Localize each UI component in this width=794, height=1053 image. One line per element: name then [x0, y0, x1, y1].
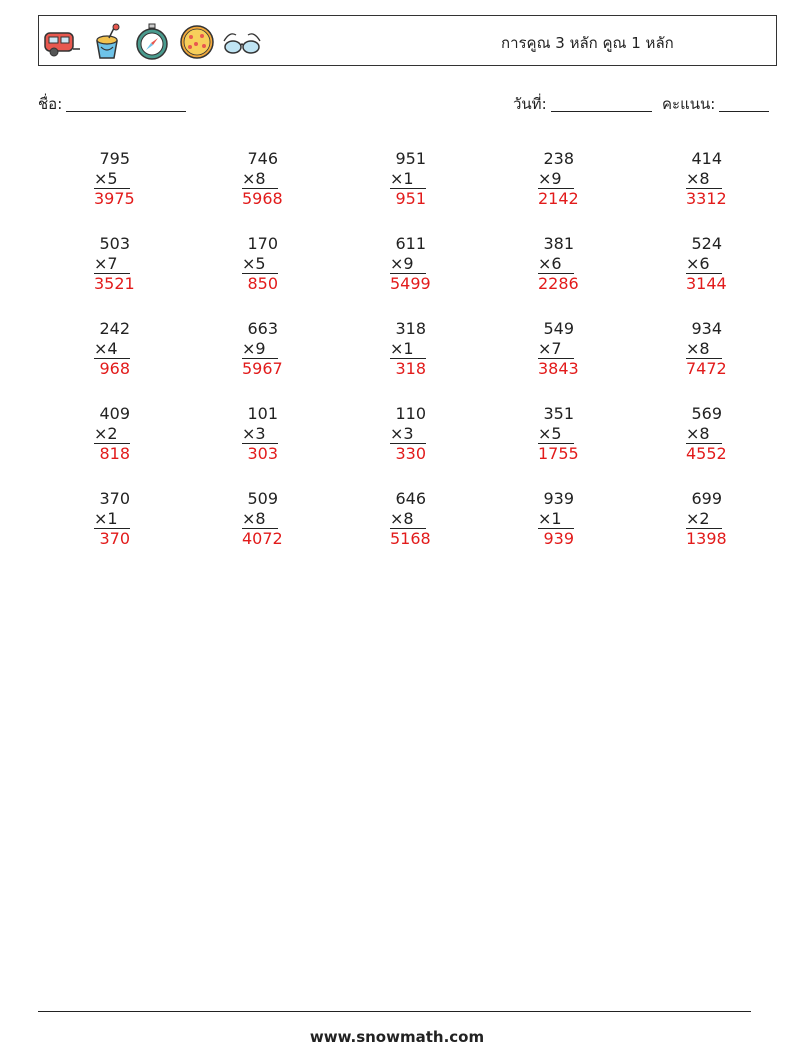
problem-11: [94, 319, 130, 379]
multiplier: ×7: [538, 338, 562, 358]
multiplicand: 503: [99, 234, 130, 253]
multiplicand: 569: [691, 404, 722, 423]
problem-23: [390, 489, 431, 549]
multiplicand: 746: [247, 149, 278, 168]
problem-6: [94, 234, 135, 294]
problem-3: [390, 149, 426, 209]
multiplicand: 549: [543, 319, 574, 338]
problem-7: [242, 234, 278, 294]
multiplicand: 795: [99, 149, 130, 168]
answer: 5967: [242, 359, 283, 378]
answer: 3975: [94, 189, 135, 208]
multiplicand: 409: [99, 404, 130, 423]
multiplier: ×6: [538, 253, 562, 273]
name-blank[interactable]: [66, 95, 186, 112]
problem-16: [94, 404, 130, 464]
worksheet-title: การคูณ 3 หลัก คูณ 1 หลัก: [501, 34, 674, 52]
problem-10: [686, 234, 727, 294]
multiplier: ×5: [94, 168, 118, 188]
multiplicand: 101: [247, 404, 278, 423]
name-field: [38, 92, 186, 116]
multiplier: ×8: [242, 508, 266, 528]
problem-2: [242, 149, 283, 209]
multiplicand: 238: [543, 149, 574, 168]
multiplicand: 509: [247, 489, 278, 508]
answer: 4552: [686, 444, 727, 463]
multiplicand: 110: [395, 404, 426, 423]
date-label: วันที่:: [513, 95, 547, 113]
multiplier: ×6: [686, 253, 710, 273]
footer-divider: [38, 1011, 751, 1012]
multiplier: ×7: [94, 253, 118, 273]
score-blank[interactable]: [719, 95, 769, 112]
score-label: คะแนน:: [662, 95, 716, 113]
multiplicand: 351: [543, 404, 574, 423]
camper-van-icon: [42, 23, 82, 61]
multiplicand: 318: [395, 319, 426, 338]
problem-5: [686, 149, 727, 209]
answer: 370: [94, 528, 130, 549]
answer: 1755: [538, 444, 579, 463]
name-label: ชื่อ:: [38, 95, 63, 113]
problem-14: [538, 319, 579, 379]
problem-24: [538, 489, 574, 549]
multiplier: ×2: [94, 423, 118, 443]
problem-17: [242, 404, 278, 464]
answer: 2142: [538, 189, 579, 208]
date-blank[interactable]: [551, 95, 652, 112]
multiplier: ×8: [686, 168, 710, 188]
multiplier: ×5: [242, 253, 266, 273]
answer: 951: [390, 188, 426, 209]
answer: 303: [242, 443, 278, 464]
multiplicand: 524: [691, 234, 722, 253]
multiplicand: 951: [395, 149, 426, 168]
multiplier: ×8: [242, 168, 266, 188]
problem-12: [242, 319, 283, 379]
answer: 2286: [538, 274, 579, 293]
multiplier: ×5: [538, 423, 562, 443]
problem-22: [242, 489, 283, 549]
multiplier: ×8: [686, 338, 710, 358]
problem-4: [538, 149, 579, 209]
answer: 3521: [94, 274, 135, 293]
answer: 3312: [686, 189, 727, 208]
answer: 1398: [686, 529, 727, 548]
multiplicand: 939: [543, 489, 574, 508]
problem-13: [390, 319, 426, 379]
multiplicand: 934: [691, 319, 722, 338]
problem-9: [538, 234, 579, 294]
answer: 7472: [686, 359, 727, 378]
multiplier: ×4: [94, 338, 118, 358]
problem-1: [94, 149, 135, 209]
problem-8: [390, 234, 431, 294]
answer: 5968: [242, 189, 283, 208]
answer: 5168: [390, 529, 431, 548]
header-icons: [42, 23, 262, 61]
answer: 3144: [686, 274, 727, 293]
answer: 4072: [242, 529, 283, 548]
multiplier: ×9: [390, 253, 414, 273]
answer: 318: [390, 358, 426, 379]
answer: 5499: [390, 274, 431, 293]
multiplicand: 414: [691, 149, 722, 168]
problem-21: [94, 489, 130, 549]
problem-15: [686, 319, 727, 379]
multiplier: ×1: [94, 508, 118, 528]
problem-18: [390, 404, 426, 464]
multiplicand: 170: [247, 234, 278, 253]
multiplier: ×3: [390, 423, 414, 443]
multiplicand: 663: [247, 319, 278, 338]
multiplier: ×2: [686, 508, 710, 528]
pizza-icon: [177, 23, 217, 61]
multiplier: ×8: [686, 423, 710, 443]
answer: 939: [538, 528, 574, 549]
multiplicand: 381: [543, 234, 574, 253]
multiplicand: 646: [395, 489, 426, 508]
problem-20: [686, 404, 727, 464]
multiplier: ×1: [390, 338, 414, 358]
problem-19: [538, 404, 579, 464]
multiplicand: 370: [99, 489, 130, 508]
date-field: [513, 92, 652, 116]
multiplier: ×9: [242, 338, 266, 358]
sunglasses-icon: [222, 23, 262, 61]
multiplier: ×1: [390, 168, 414, 188]
multiplicand: 699: [691, 489, 722, 508]
worksheet-header: [38, 15, 777, 66]
answer: 818: [94, 443, 130, 464]
answer: 330: [390, 443, 426, 464]
score-field: [662, 92, 769, 116]
answer: 3843: [538, 359, 579, 378]
answer: 850: [242, 273, 278, 294]
sand-bucket-icon: [87, 23, 127, 61]
multiplier: ×9: [538, 168, 562, 188]
multiplicand: 242: [99, 319, 130, 338]
multiplicand: 611: [395, 234, 426, 253]
footer-site: www.snowmath.com: [309, 1028, 485, 1046]
answer: 968: [94, 358, 130, 379]
compass-icon: [132, 23, 172, 61]
multiplier: ×8: [390, 508, 414, 528]
multiplier: ×1: [538, 508, 562, 528]
multiplier: ×3: [242, 423, 266, 443]
problem-25: [686, 489, 727, 549]
